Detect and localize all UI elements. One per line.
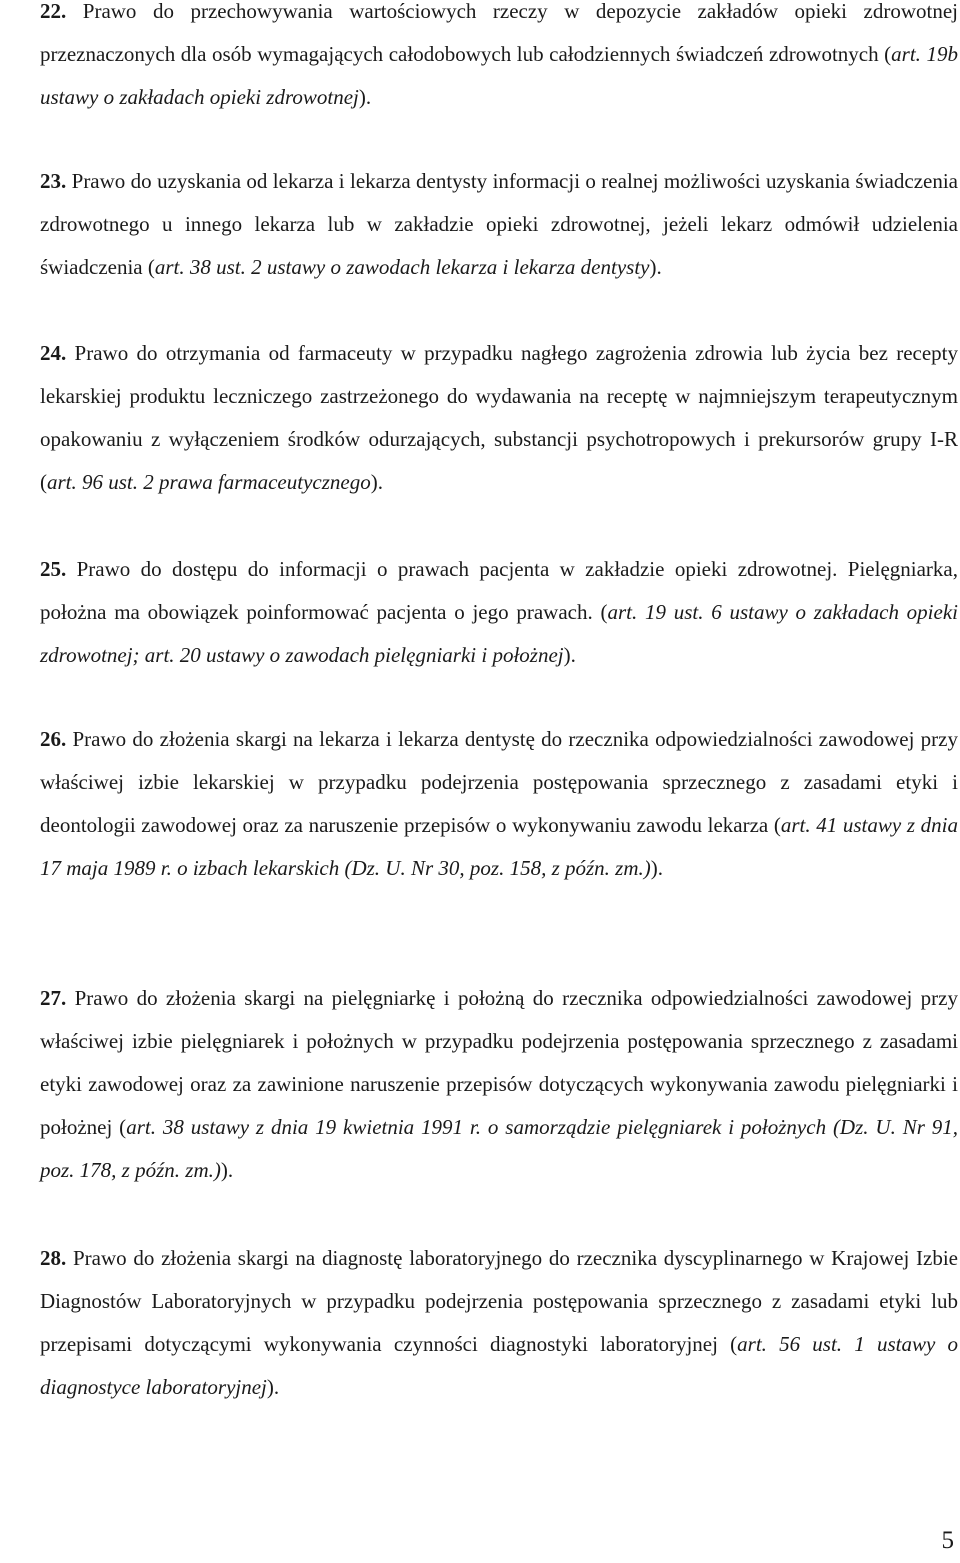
item-number: 22.: [40, 0, 67, 23]
legal-reference: art. 19b ustawy o zakładach opieki zdrowotnej: [40, 42, 958, 109]
item-tail: ).: [650, 856, 663, 880]
item-number: 24.: [40, 341, 67, 365]
item-tail: ).: [358, 85, 372, 109]
item-number: 27.: [40, 986, 67, 1010]
item-text: Prawo do złożenia skargi na lekarza i lekarza dentystę do rzecznika odpowiedzialności zawodowej przy właściwej izbie lekarskiej w przypadku podejrzenia postępowania sprzecznego z zasadami etyki i deontologii zawodowej oraz za naruszenie przepisów o wykonywaniu zawodu lekarza (: [40, 727, 958, 837]
item-text: Prawo do złożenia skargi na diagnostę laboratoryjnego do rzecznika dyscyplinarnego w Krajowej Izbie Diagnostów Laboratoryjnych w przypadku podejrzenia postępowania sprzecznego z zasadami etyki lub przepisami dotyczącymi wykonywania czynności diagnostyki laboratoryjnej (: [40, 1246, 958, 1356]
legal-reference: art. 38 ust. 2 ustawy o zawodach lekarza i lekarza dentysty: [154, 255, 650, 279]
item-text: Prawo do dostępu do informacji o prawach pacjenta w zakładzie opieki zdrowotnej. Pielęgniarka, położna ma obowiązek poinformować pacjenta o jego prawach. (: [40, 557, 958, 624]
list-item: [40, 548, 958, 677]
list-item: [40, 0, 958, 119]
item-tail: ).: [266, 1375, 280, 1399]
item-number: 26.: [40, 727, 67, 751]
item-text: Prawo do otrzymania od farmaceuty w przypadku nagłego zagrożenia zdrowia lub życia bez recepty lekarskiej produktu leczniczego zastrzeżonego do wydawania na receptę w najmniejszym terapeutycznym opakowaniu z wyłączeniem środków odurzających, substancji psychotropowych i prekursorów grupy I-R (: [40, 341, 958, 494]
list-item: [40, 977, 958, 1192]
list-item: [40, 1237, 958, 1409]
list-item: [40, 160, 958, 289]
legal-reference: art. 38 ustawy z dnia 19 kwietnia 1991 r. o samorządzie pielęgniarek i położnych (Dz. U. Nr 91, poz. 178, z późn. zm.): [40, 1115, 958, 1182]
legal-reference: art. 41 ustawy z dnia 17 maja 1989 r. o izbach lekarskich (Dz. U. Nr 30, poz. 158, z późn. zm.): [40, 813, 958, 880]
item-number: 28.: [40, 1246, 67, 1270]
item-number: 23.: [40, 169, 67, 193]
item-text: Prawo do złożenia skargi na pielęgniarkę i położną do rzecznika odpowiedzialności zawodowej przy właściwej izbie pielęgniarek i położnych w przypadku podejrzenia postępowania sprzecznego z zasadami etyki zawodowej oraz za zawinione naruszenie przepisów dotyczących wykonywania zawodu pielęgniarki i położnej (: [40, 986, 958, 1139]
item-text: Prawo do przechowywania wartościowych rzeczy w depozycie zakładów opieki zdrowotnej przeznaczonych dla osób wymagających całodobowych lub całodziennych świadczeń zdrowotnych (: [40, 0, 958, 66]
item-tail: ).: [563, 643, 576, 667]
list-item: [40, 718, 958, 890]
legal-reference: art. 56 ust. 1 ustawy o diagnostyce laboratoryjnej: [40, 1332, 958, 1399]
legal-reference: art. 19 ust. 6 ustawy o zakładach opieki zdrowotnej; art. 20 ustawy o zawodach pielęgniarki i położnej: [40, 600, 958, 667]
item-tail: ).: [649, 255, 662, 279]
list-item: [40, 332, 958, 504]
item-text: Prawo do uzyskania od lekarza i lekarza dentysty informacji o realnej możliwości uzyskania świadczenia zdrowotnego u innego lekarza lub w zakładzie opieki zdrowotnej, jeżeli lekarz odmówił udzielenia świadczenia (: [40, 169, 958, 279]
page-number: 5: [941, 1527, 954, 1554]
legal-reference: art. 96 ust. 2 prawa farmaceutycznego: [47, 470, 371, 494]
item-tail: ).: [370, 470, 383, 494]
item-number: 25.: [40, 557, 67, 581]
item-tail: ).: [220, 1158, 234, 1182]
